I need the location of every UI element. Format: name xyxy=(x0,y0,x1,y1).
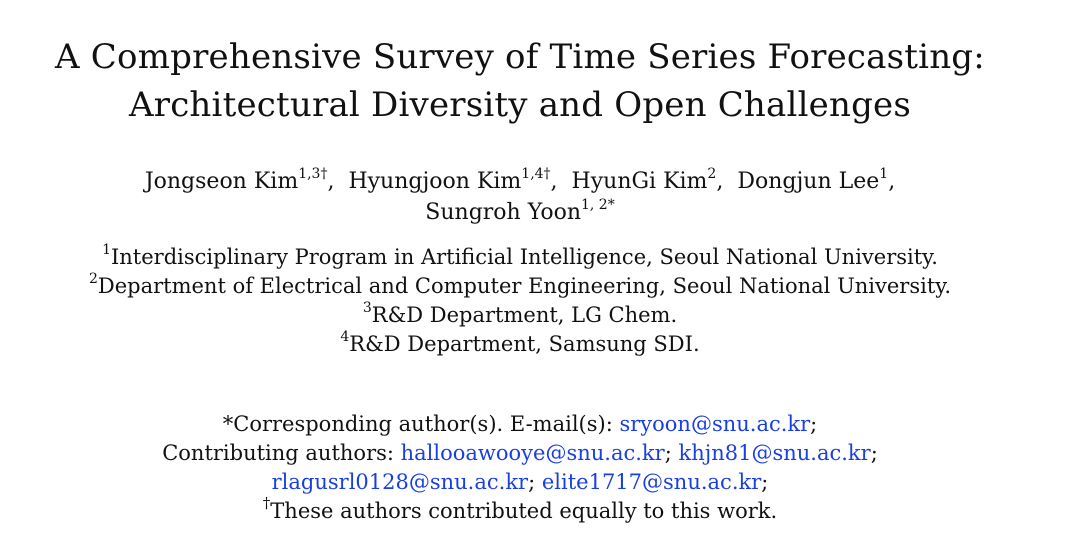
affiliation-list xyxy=(0,243,1040,359)
author-name: Hyungjoon Kim xyxy=(348,169,522,194)
paper-title xyxy=(0,33,1040,129)
contributing-email-link[interactable]: elite1717@snu.ac.kr xyxy=(541,470,762,494)
author-affiliation-mark: 1,4† xyxy=(521,165,551,182)
corresponding-email-link[interactable]: sryoon@snu.ac.kr xyxy=(619,412,811,436)
author-name: HyunGi Kim xyxy=(571,169,708,194)
affiliation-text: Interdisciplinary Program in Artificial Intelligence, Seoul National University. xyxy=(110,245,938,269)
author-separator: , xyxy=(550,169,572,194)
equal-contribution-note xyxy=(0,494,1040,526)
contributing-email-link[interactable]: khjn81@snu.ac.kr xyxy=(678,441,871,465)
affiliation-mark: 4 xyxy=(340,329,350,345)
author-affiliation-mark: 1,3† xyxy=(298,165,328,182)
author-affiliation-mark: 1, 2* xyxy=(580,196,615,213)
email-separator: ; xyxy=(528,470,536,494)
contributing-label: Contributing authors: xyxy=(162,441,401,465)
author-name: Jongseon Kim xyxy=(144,169,299,194)
email-separator: ; xyxy=(761,470,769,494)
author-affiliation-mark: 1 xyxy=(879,165,889,182)
title-line-2: Architectural Diversity and Open Challenges xyxy=(128,85,912,125)
affiliation-mark: 2 xyxy=(88,271,98,287)
affiliation-item xyxy=(0,272,1040,301)
affiliation-text: R&D Department, Samsung SDI. xyxy=(349,332,700,356)
contributing-email-link[interactable]: rlagusrl0128@snu.ac.kr xyxy=(271,470,529,494)
author-separator: , xyxy=(888,169,896,194)
author-separator: , xyxy=(327,169,349,194)
author-list xyxy=(0,166,1040,228)
affiliation-text: Department of Electrical and Computer Engineering, Seoul National University. xyxy=(97,274,952,298)
author-line-1 xyxy=(0,166,1040,197)
author-line-2 xyxy=(0,197,1040,228)
contributing-line-2 xyxy=(0,468,1040,497)
title-line-1: A Comprehensive Survey of Time Series Forecasting: xyxy=(55,37,985,77)
contributing-line xyxy=(0,439,1040,468)
contact-block xyxy=(0,410,1040,526)
affiliation-item xyxy=(0,301,1040,330)
affiliation-mark: 1 xyxy=(102,242,111,258)
author-name: Dongjun Lee xyxy=(737,169,880,194)
corresponding-line xyxy=(0,410,1040,439)
contributing-email-link[interactable]: hallooawooye@snu.ac.kr xyxy=(400,441,665,465)
affiliation-mark: 3 xyxy=(362,300,372,316)
equal-contribution-text: These authors contributed equally to this work. xyxy=(270,499,778,523)
author-affiliation-mark: 2 xyxy=(707,165,717,182)
email-separator: ; xyxy=(810,412,818,436)
email-separator: ; xyxy=(664,441,672,465)
affiliation-item xyxy=(0,330,1040,359)
author-separator: , xyxy=(716,169,738,194)
author-name: Sungroh Yoon xyxy=(425,200,581,225)
dagger-mark: † xyxy=(262,494,271,512)
corresponding-label: *Corresponding author(s). E-mail(s): xyxy=(222,412,620,436)
affiliation-text: R&D Department, LG Chem. xyxy=(371,303,678,327)
email-separator: ; xyxy=(870,441,878,465)
affiliation-item xyxy=(0,243,1040,272)
